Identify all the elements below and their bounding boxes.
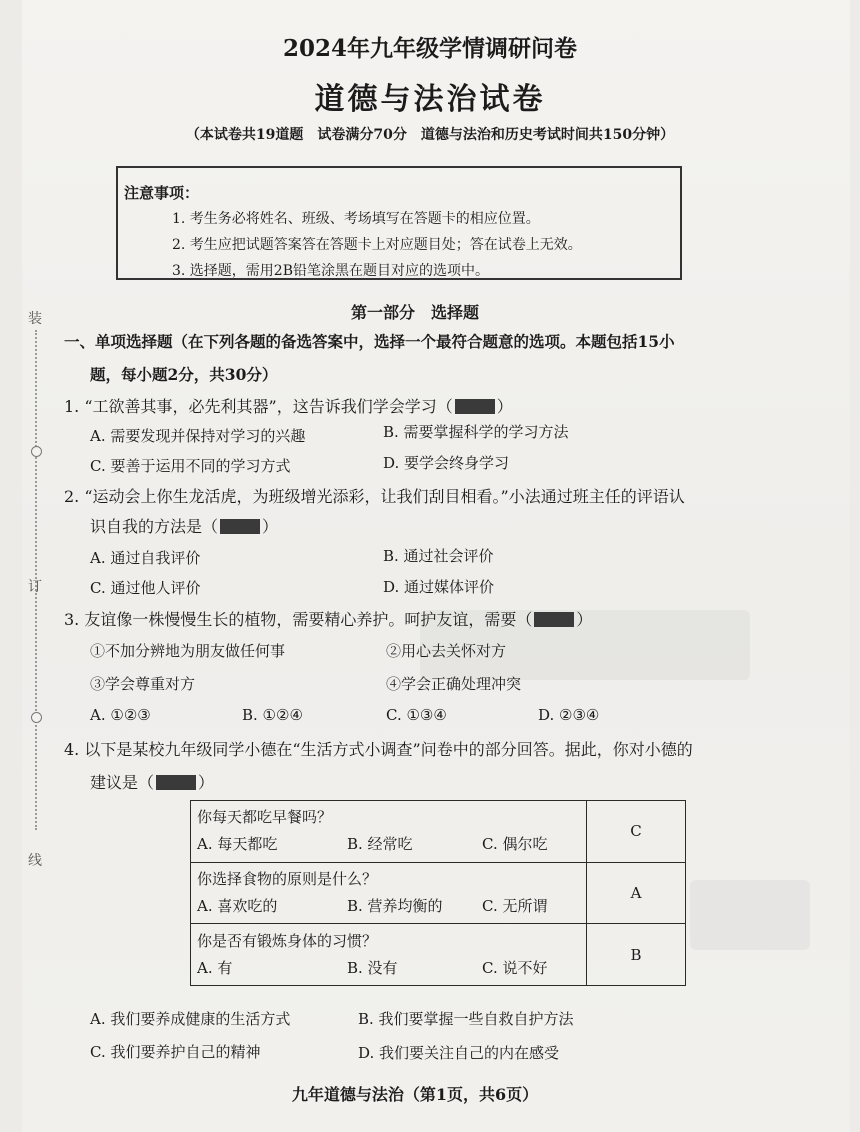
survey-choice: C. 说不好 — [482, 958, 548, 977]
survey-choices — [197, 831, 580, 858]
survey-question-cell — [191, 924, 587, 986]
question-4-stem: 4. 以下是某校九年级同学小德在“生活方式小调查”问卷中的部分回答。据此，你对小德的 — [64, 740, 693, 759]
question-stem-text: ） — [576, 610, 593, 629]
binding-label: 订 — [28, 579, 42, 595]
question-1-option-d: D. 要学会终身学习 — [383, 454, 510, 472]
question-4-option-d: D. 我们要关注自己的内在感受 — [358, 1044, 560, 1062]
table-row — [191, 924, 686, 986]
survey-choice: A. 喜欢吃的 — [197, 896, 278, 915]
section-instructions: 题，每小题2分，共30分） — [90, 365, 278, 384]
survey-answer: C — [587, 801, 686, 863]
subject-title: 道德与法治试卷 — [314, 82, 546, 117]
survey-answer: A — [587, 862, 686, 924]
question-2-option-c: C. 通过他人评价 — [90, 579, 201, 597]
question-stem-text: 识自我的方法是（ — [90, 517, 219, 536]
question-3-option-a: A. ①②③ — [90, 706, 151, 724]
exam-title: 2024年九年级学情调研问卷 — [282, 35, 577, 62]
exam-info: （本试卷共19道题 试卷满分70分 道德与法治和历史考试时间共150分钟） — [185, 127, 675, 143]
question-3-stem — [64, 607, 592, 630]
question-3-item-2: ②用心去关怀对方 — [386, 642, 507, 660]
survey-question: 你是否有锻炼身体的习惯？ — [197, 931, 378, 950]
survey-choices — [197, 893, 580, 920]
table-row — [191, 801, 686, 863]
question-stem-text: ） — [262, 517, 279, 536]
question-4-option-b: B. 我们要掌握一些自救自护方法 — [358, 1010, 574, 1028]
survey-question: 你每天都吃早餐吗？ — [197, 808, 333, 827]
question-2-option-b: B. 通过社会评价 — [383, 547, 494, 565]
question-stem-text: ） — [198, 773, 215, 792]
question-3-item-3: ③学会尊重对方 — [90, 675, 196, 693]
binding-label: 线 — [28, 853, 42, 869]
question-2-stem-continued — [90, 514, 278, 537]
question-stem-text: 1. “工欲善其事，必先利其器”，这告诉我们学会学习（ — [64, 397, 453, 416]
question-1-option-c: C. 要善于运用不同的学习方式 — [90, 457, 291, 475]
survey-question-cell — [191, 801, 587, 863]
question-stem-text: 建议是（ — [90, 773, 155, 792]
page-footer: 九年道德与法治（第1页，共6页） — [291, 1085, 539, 1104]
question-4-option-c: C. 我们要养护自己的精神 — [90, 1043, 261, 1061]
notice-item: 2. 考生应把试题答案答在答题卡上对应题目处；答在试卷上无效。 — [172, 237, 582, 253]
question-4-stem-continued — [90, 770, 214, 793]
question-stem-text: 3. 友谊像一株慢慢生长的植物，需要精心养护。呵护友谊，需要（ — [64, 610, 533, 629]
question-1-option-b: B. 需要掌握科学的学习方法 — [383, 423, 569, 441]
survey-question-cell — [191, 862, 587, 924]
survey-choice: B. 营养均衡的 — [347, 896, 443, 915]
question-3-item-1: ①不加分辨地为朋友做任何事 — [90, 642, 286, 660]
question-3-option-d: D. ②③④ — [538, 706, 600, 724]
question-stem-text: ） — [496, 397, 513, 416]
survey-choice: B. 没有 — [347, 958, 398, 977]
binding-hole — [31, 446, 42, 457]
notice-item: 1. 考生务必将姓名、班级、考场填写在答题卡的相应位置。 — [172, 211, 540, 227]
question-4-option-a: A. 我们要养成健康的生活方式 — [90, 1010, 291, 1028]
survey-question: 你选择食物的原则是什么？ — [197, 869, 378, 888]
binding-label: 装 — [28, 311, 42, 327]
binding-hole — [31, 712, 42, 723]
survey-choice: B. 经常吃 — [347, 835, 413, 854]
answer-blank-redaction — [156, 775, 196, 790]
table-row — [191, 862, 686, 924]
survey-choices — [197, 955, 580, 982]
survey-table — [190, 800, 686, 986]
survey-choice: C. 无所谓 — [482, 896, 548, 915]
survey-choice: A. 每天都吃 — [197, 835, 278, 854]
survey-answer: B — [587, 924, 686, 986]
part-title: 第一部分 选择题 — [350, 303, 479, 322]
survey-choice: C. 偶尔吃 — [482, 835, 548, 854]
question-2-option-d: D. 通过媒体评价 — [383, 578, 495, 596]
notice-item: 3. 选择题，需用2B铅笔涂黑在题目对应的选项中。 — [172, 263, 490, 279]
question-2-option-a: A. 通过自我评价 — [90, 549, 201, 567]
answer-blank-redaction — [455, 399, 495, 414]
question-1-option-a: A. 需要发现并保持对学习的兴趣 — [90, 427, 306, 445]
survey-choice: A. 有 — [197, 958, 233, 977]
answer-blank-redaction — [220, 519, 260, 534]
question-1-stem — [64, 394, 513, 417]
question-2-stem: 2. “运动会上你生龙活虎，为班级增光添彩，让我们刮目相看。”小法通过班主任的评语认 — [64, 487, 685, 506]
answer-blank-redaction — [534, 612, 574, 627]
notice-title: 注意事项： — [124, 184, 200, 202]
question-3-item-4: ④学会正确处理冲突 — [386, 675, 522, 693]
question-3-option-b: B. ①②④ — [242, 706, 303, 724]
section-instructions: 一、单项选择题（在下列各题的备选答案中，选择一个最符合题意的选项。本题包括15小 — [64, 332, 675, 351]
question-3-option-c: C. ①③④ — [386, 706, 447, 724]
show-through-shadow — [690, 880, 810, 950]
